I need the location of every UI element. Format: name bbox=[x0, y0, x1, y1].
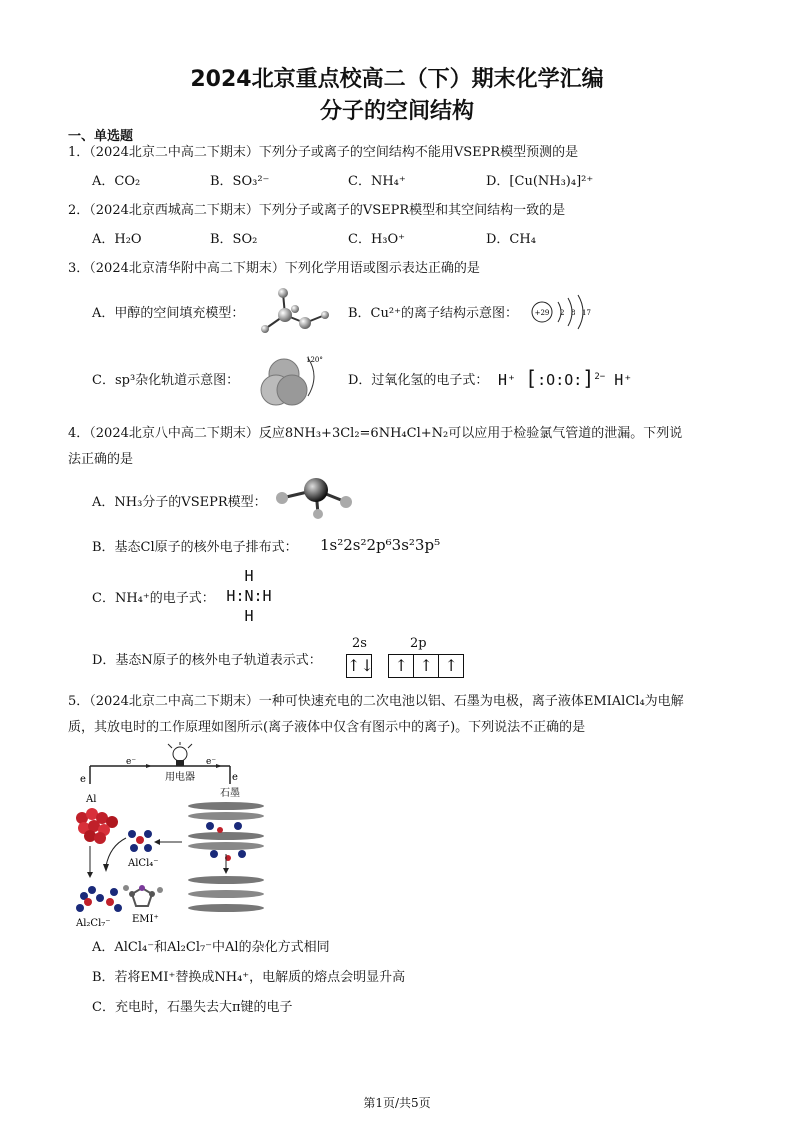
q4-option-b: B．基态Cl原子的核外电子排布式： bbox=[92, 540, 298, 555]
q2-option-d: D．CH₄ bbox=[486, 232, 536, 247]
shell-3: 17 bbox=[582, 309, 591, 317]
q3-option-c: C．sp³杂化轨道示意图： bbox=[92, 373, 240, 388]
formula-h-right: H⁺ bbox=[614, 371, 633, 389]
q2-option-b: B．SO₂ bbox=[210, 232, 258, 247]
question-2-stem: 2．（2024北京西城高二下期末）下列分子或离子的VSEPR模型和其空间结构一致的是 bbox=[68, 203, 566, 218]
q5-option-c: C．充电时，石墨失去大π键的电子 bbox=[92, 1000, 293, 1015]
question-4-stem-line2: 法正确的是 bbox=[68, 452, 134, 467]
formula-oo: :O:O: bbox=[537, 371, 583, 389]
shell-2: 8 bbox=[571, 309, 576, 317]
e-left-label: e bbox=[80, 774, 86, 785]
orbital-diagram bbox=[346, 654, 464, 678]
nh3-vsepr-model bbox=[270, 474, 356, 520]
q1-option-a: A．CO₂ bbox=[92, 174, 141, 189]
page-title: 2024北京重点校高二（下）期末化学汇编 bbox=[190, 67, 604, 92]
formula-h-left: H⁺ bbox=[498, 371, 517, 389]
q5-option-a: A．AlCl₄⁻和Al₂Cl₇⁻中Al的杂化方式相同 bbox=[92, 940, 330, 955]
formula-mid: H:N:H bbox=[226, 587, 272, 605]
al-label: Al bbox=[86, 794, 97, 805]
al2cl7-ion bbox=[76, 886, 122, 912]
section-heading: 一、单选题 bbox=[68, 129, 134, 144]
page-subtitle: 分子的空间结构 bbox=[319, 99, 474, 124]
e-right-label: e bbox=[232, 772, 238, 783]
emi-ion bbox=[123, 885, 163, 906]
question-3-stem: 3．（2024北京清华附中高二下期末）下列化学用语或图示表达正确的是 bbox=[68, 261, 480, 276]
battery-diagram bbox=[70, 742, 270, 932]
q3-option-d: D．过氧化氢的电子式： bbox=[348, 373, 489, 388]
peroxide-electron-formula: H⁺ [:O:O:]$^{2-}$ H⁺ bbox=[498, 366, 633, 390]
question-5-stem-line1: 5．（2024北京二中高二下期末）一种可快速充电的二次电池以铝、石墨为电极，离子液体EMIAlCl₄为电解 bbox=[68, 694, 684, 709]
q4-option-c: C．NH₄⁺的电子式： bbox=[92, 591, 215, 606]
e-flow-label-2: e⁻ bbox=[206, 757, 217, 767]
alcl4-label: AlCl₄⁻ bbox=[128, 858, 159, 869]
q1-option-d: D．[Cu(NH₃)₄]²⁺ bbox=[486, 174, 594, 189]
shell-1: 2 bbox=[560, 309, 565, 317]
label-2s: 2s bbox=[352, 636, 367, 651]
e-flow-label-1: e⁻ bbox=[126, 757, 137, 767]
formula-top-h: H bbox=[244, 567, 254, 585]
q2-option-c: C．H₃O⁺ bbox=[348, 232, 406, 247]
question-1-stem: 1．（2024北京二中高二下期末）下列分子或离子的空间结构不能用VSEPR模型预测的是 bbox=[68, 145, 579, 160]
cu-ion-structure-diagram bbox=[528, 292, 598, 332]
q4-option-a: A．NH₃分子的VSEPR模型： bbox=[92, 495, 267, 510]
q5-option-b: B．若将EMI⁺替换成NH₄⁺，电解质的熔点会明显升高 bbox=[92, 970, 406, 985]
formula-charge: 2− bbox=[594, 372, 606, 382]
alcl4-ion bbox=[128, 830, 152, 852]
nh4-electron-formula bbox=[218, 566, 280, 626]
question-4-stem-line1: 4．（2024北京八中高二下期末）反应8NH₃+3Cl₂=6NH₄Cl+N₂可以应用于检验氯气管道的泄漏。下列说 bbox=[68, 426, 683, 441]
orbital-box-2p-2: ↑ bbox=[414, 654, 439, 678]
emi-label: EMI⁺ bbox=[132, 914, 159, 925]
al-electrode bbox=[76, 808, 118, 844]
q4-option-d: D．基态N原子的核外电子轨道表示式： bbox=[92, 653, 322, 668]
orbital-box-2p-1: ↑ bbox=[388, 654, 414, 678]
nucleus-charge: +29 bbox=[534, 309, 550, 317]
sp3-orbital-diagram bbox=[256, 352, 328, 412]
graphite-label: 石墨 bbox=[220, 788, 240, 799]
q1-option-b: B．SO₃²⁻ bbox=[210, 174, 270, 189]
q1-option-c: C．NH₄⁺ bbox=[348, 174, 406, 189]
device-label: 用电器 bbox=[165, 772, 195, 783]
orbital-box-2s: ↑↓ bbox=[346, 654, 372, 678]
orbital-box-2p-3: ↑ bbox=[439, 654, 464, 678]
page-footer: 第1页/共5页 bbox=[363, 1096, 431, 1110]
cl-electron-config: 1s²2s²2p⁶3s²3p⁵ bbox=[320, 536, 441, 554]
q3-option-a: A．甲醇的空间填充模型： bbox=[92, 306, 245, 321]
label-2p: 2p bbox=[410, 636, 427, 651]
formula-bottom-h: H bbox=[244, 607, 254, 625]
angle-label: 120° bbox=[306, 356, 323, 364]
question-5-stem-line2: 质，其放电时的工作原理如图所示(离子液体中仅含有图示中的离子)。下列说法不正确的是 bbox=[68, 720, 586, 735]
methanol-space-filling-model bbox=[255, 285, 345, 335]
q2-option-a: A．H₂O bbox=[92, 232, 142, 247]
q3-option-b: B．Cu²⁺的离子结构示意图： bbox=[348, 306, 518, 321]
al2cl7-label: Al₂Cl₇⁻ bbox=[76, 918, 111, 929]
